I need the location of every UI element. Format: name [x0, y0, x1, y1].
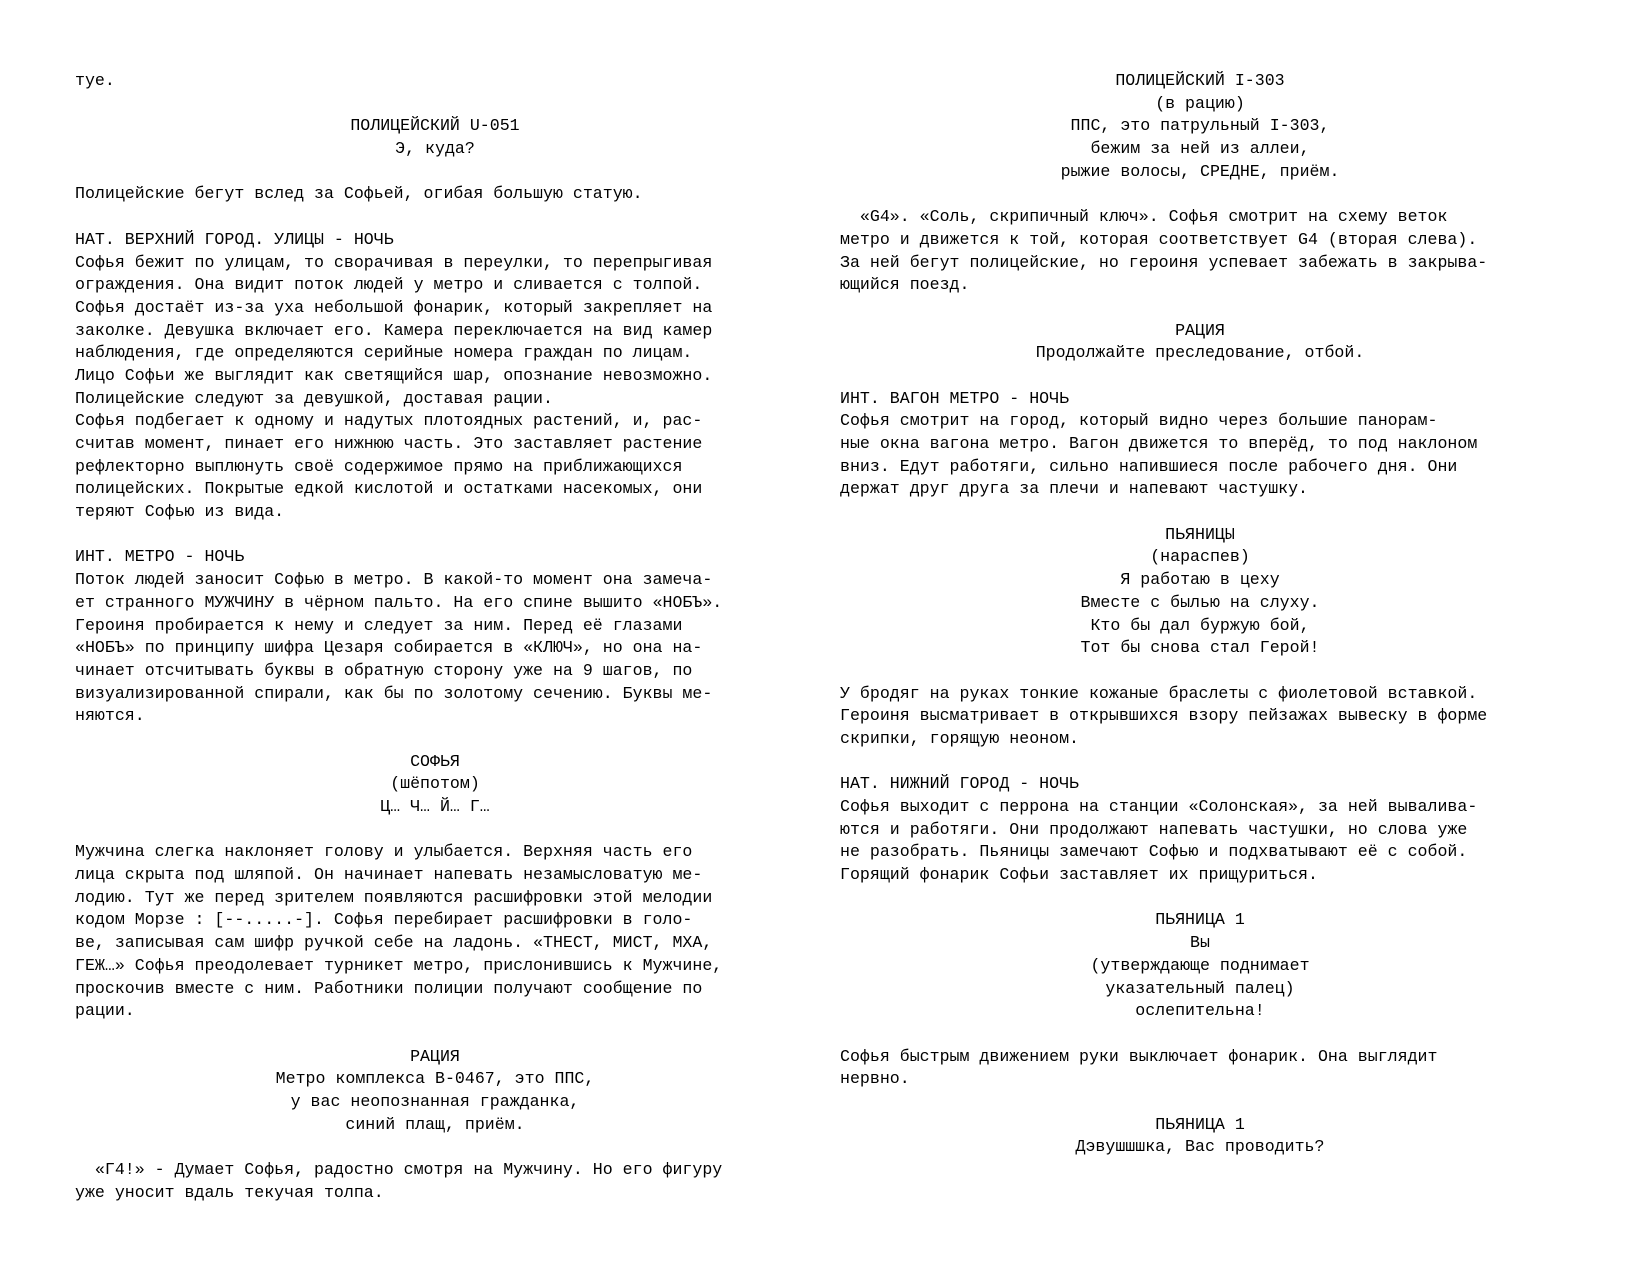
blank-line — [840, 751, 1560, 774]
blank-line — [840, 887, 1560, 910]
text-line: наблюдения, где определяются серийные номера граждан по лицам. — [75, 343, 693, 363]
text-line: Кто бы дал буржую бой, — [1090, 615, 1310, 635]
scene-heading — [840, 773, 1560, 796]
dialogue-block — [840, 93, 1560, 184]
character-cue — [75, 751, 795, 774]
action-block — [75, 70, 795, 93]
dialogue-block — [840, 546, 1560, 659]
text-line: ПЬЯНИЦА 1 — [1155, 910, 1245, 930]
text-line: ПЬЯНИЦЫ — [1165, 524, 1235, 544]
text-line: проскочив вместе с ним. Работники полиции получают сообщение по — [75, 978, 703, 998]
text-line: скрипки, горящую неоном. — [840, 728, 1079, 748]
text-line: ПЬЯНИЦА 1 — [1155, 1114, 1245, 1134]
blank-line — [75, 93, 795, 116]
text-line: ПОЛИЦЕЙСКИЙ I-303 — [1115, 71, 1285, 90]
text-line: СОФЬЯ — [410, 751, 460, 771]
text-line: РАЦИЯ — [1175, 320, 1225, 340]
action-block — [75, 183, 795, 206]
dialogue-block — [75, 773, 795, 818]
blank-line — [75, 1023, 795, 1046]
text-line: За ней бегут полицейские, но героиня успевает забежать в закрыва- — [840, 252, 1488, 272]
blank-line — [840, 1091, 1560, 1114]
text-line: ет странного МУЖЧИНУ в чёрном пальто. На его спине вышито «НОБЪ». — [75, 592, 723, 612]
text-line: держат друг друга за плечи и напевают частушку. — [840, 479, 1309, 499]
text-line: Полицейские следуют за девушкой, доставая рации. — [75, 388, 553, 408]
scene-heading — [75, 546, 795, 569]
text-line: ве, записывая сам шифр ручкой себе на ладонь. «ТНЕСТ, МИСТ, МХА, — [75, 933, 713, 953]
text-line: Мужчина слегка наклоняет голову и улыбается. Верхняя часть его — [75, 842, 693, 862]
text-line: НАТ. НИЖНИЙ ГОРОД - НОЧЬ — [840, 774, 1079, 794]
blank-line — [75, 524, 795, 547]
text-line: ГЕЖ…» Софья преодолевает турникет метро, прислонившись к Мужчине, — [75, 955, 723, 975]
text-line: бежим за ней из аллеи, — [1090, 139, 1310, 159]
text-line: у вас неопознанная гражданка, — [290, 1091, 580, 1111]
character-cue — [840, 1114, 1560, 1137]
text-line: Э, куда? — [395, 139, 475, 159]
action-block — [840, 410, 1560, 501]
text-line: РАЦИЯ — [410, 1046, 460, 1066]
text-line: Софья быстрым движением руки выключает фонарик. Она выглядит — [840, 1046, 1438, 1066]
text-line: ются и работяги. Они продолжают напевать частушки, но слова уже — [840, 819, 1468, 839]
text-line: (шёпотом) — [390, 774, 480, 794]
text-line: уже уносит вдаль текучая толпа. — [75, 1182, 384, 1202]
blank-line — [840, 1023, 1560, 1046]
text-line: Софья выходит с перрона на станции «Солонская», за ней вывалива- — [840, 797, 1478, 816]
text-line: вниз. Едут работяги, сильно напившиеся после рабочего дня. Они — [840, 456, 1458, 476]
text-line: ИНТ. ВАГОН МЕТРО - НОЧЬ — [840, 388, 1070, 408]
text-line: метро и движется к той, которая соответствует G4 (вторая слева). — [840, 229, 1478, 249]
action-block — [840, 206, 1560, 297]
text-line: визуализированной спирали, как бы по золотому сечению. Буквы ме- — [75, 683, 713, 703]
text-line: Софья смотрит на город, который видно через большие панорам- — [840, 411, 1438, 431]
text-line: ИНТ. МЕТРО - НОЧЬ — [75, 547, 245, 567]
text-line: тye. — [75, 71, 115, 90]
action-block — [840, 796, 1560, 887]
character-cue — [840, 909, 1560, 932]
text-line: рации. — [75, 1001, 135, 1021]
text-line: чинает отсчитывать буквы в обратную сторону уже на 9 шагов, по — [75, 660, 693, 680]
scene-heading — [840, 388, 1560, 411]
blank-line — [75, 161, 795, 184]
blank-line — [840, 183, 1560, 206]
text-line: (нараспев) — [1150, 547, 1250, 567]
text-line: полицейских. Покрытые едкой кислотой и остатками насекомых, они — [75, 479, 703, 499]
blank-line — [840, 660, 1560, 683]
text-line: Вы — [1190, 933, 1210, 953]
text-line: Продолжайте преследование, отбой. — [1035, 343, 1365, 363]
text-line: Вместе с былью на слуху. — [1080, 592, 1320, 612]
text-line: считав момент, пинает его нижнюю часть. Это заставляет растение — [75, 434, 703, 453]
text-line: «G4». «Соль, скрипичный ключ». Софья смотрит на схему веток — [840, 207, 1448, 227]
text-line: У бродяг на руках тонкие кожаные браслеты с фиолетовой вставкой. — [840, 683, 1478, 703]
text-line: Героиня высматривает в открывшихся взору пейзажах вывеску в форме — [840, 706, 1488, 726]
character-cue — [75, 115, 795, 138]
action-block — [840, 1046, 1560, 1091]
text-line: теряют Софью из вида. — [75, 502, 285, 522]
text-line: Поток людей заносит Софью в метро. В какой-то момент она замеча- — [75, 570, 713, 590]
text-line: Дэвушшшка, Вас проводить? — [1075, 1137, 1325, 1157]
dialogue-block — [840, 932, 1560, 1023]
text-line: нервно. — [840, 1069, 910, 1089]
text-line: Софья бежит по улицам, то сворачивая в переулки, то перепрыгивая — [75, 252, 713, 272]
left-page — [75, 70, 795, 1204]
text-line: (утверждающе поднимает — [1090, 955, 1310, 975]
blank-line — [840, 501, 1560, 524]
text-line: ющийся поезд. — [840, 275, 970, 295]
action-block — [75, 1159, 795, 1204]
text-line: Полицейские бегут вслед за Софьей, огибая большую статую. — [75, 184, 643, 204]
text-line: «НОБЪ» по принципу шифра Цезаря собирается в «КЛЮЧ», но она на- — [75, 638, 703, 658]
text-line: лица скрыта под шляпой. Он начинает напевать незамысловатую ме- — [75, 865, 703, 885]
text-line: (в рацию) — [1155, 93, 1245, 113]
text-line: ослепительна! — [1135, 1001, 1265, 1021]
text-line: Горящий фонарик Софьи заставляет их прищуриться. — [840, 865, 1318, 885]
text-line: «Г4!» - Думает Софья, радостно смотря на Мужчину. Но его фигуру — [75, 1160, 723, 1179]
character-cue — [840, 320, 1560, 343]
text-line: не разобрать. Пьяницы замечают Софью и подхватывают её с собой. — [840, 842, 1468, 862]
action-block — [75, 252, 795, 524]
dialogue-block — [840, 1136, 1560, 1159]
right-page — [840, 70, 1560, 1159]
text-line: рыжие волосы, СРЕДНЕ, приём. — [1060, 161, 1340, 181]
blank-line — [75, 728, 795, 751]
text-line: ограждения. Она видит поток людей у метро и сливается с толпой. — [75, 275, 703, 295]
text-line: синий плащ, приём. — [345, 1114, 525, 1134]
scene-heading — [75, 229, 795, 252]
text-line: Тот бы снова стал Герой! — [1080, 638, 1320, 658]
text-line: няются. — [75, 706, 145, 726]
text-line: кодом Морзе : [--.....-]. Софья перебирает расшифровки в голо- — [75, 910, 693, 930]
blank-line — [75, 1136, 795, 1159]
blank-line — [75, 206, 795, 229]
blank-line — [840, 365, 1560, 388]
text-line: Героиня пробирается к нему и следует за ним. Перед её глазами — [75, 615, 683, 635]
text-line: Я работаю в цеху — [1120, 570, 1280, 590]
text-line: указательный палец) — [1105, 978, 1295, 998]
character-cue — [840, 70, 1560, 93]
blank-line — [840, 297, 1560, 320]
text-line: Лицо Софьи же выглядит как светящийся шар, опознание невозможно. — [75, 365, 713, 385]
dialogue-block — [75, 1068, 795, 1136]
dialogue-block — [840, 342, 1560, 365]
text-line: лодию. Тут же перед зрителем появляются расшифровки этой мелодии — [75, 887, 713, 907]
text-line: Софья подбегает к одному и надутых плотоядных растений, и, рас- — [75, 411, 703, 431]
blank-line — [75, 819, 795, 842]
text-line: ПОЛИЦЕЙСКИЙ U-051 — [350, 116, 520, 136]
action-block — [75, 569, 795, 728]
text-line: Софья достаёт из-за уха небольшой фонарик, который закрепляет на — [75, 297, 713, 317]
text-line: Метро комплекса B-0467, это ППС, — [275, 1069, 595, 1089]
dialogue-block — [75, 138, 795, 161]
text-line: рефлекторно выплюнуть своё содержимое прямо на приближающихся — [75, 456, 683, 476]
text-line: ППС, это патрульный I-303, — [1070, 116, 1330, 136]
text-line: Ц… Ч… Й… Г… — [380, 797, 490, 816]
text-line: НАТ. ВЕРХНИЙ ГОРОД. УЛИЦЫ - НОЧЬ — [75, 229, 394, 249]
action-block — [75, 841, 795, 1023]
text-line: ные окна вагона метро. Вагон движется то вперёд, то под наклоном — [840, 434, 1478, 453]
character-cue — [75, 1046, 795, 1069]
character-cue — [840, 524, 1560, 547]
action-block — [840, 683, 1560, 751]
text-line: заколке. Девушка включает его. Камера переключается на вид камер — [75, 320, 713, 340]
